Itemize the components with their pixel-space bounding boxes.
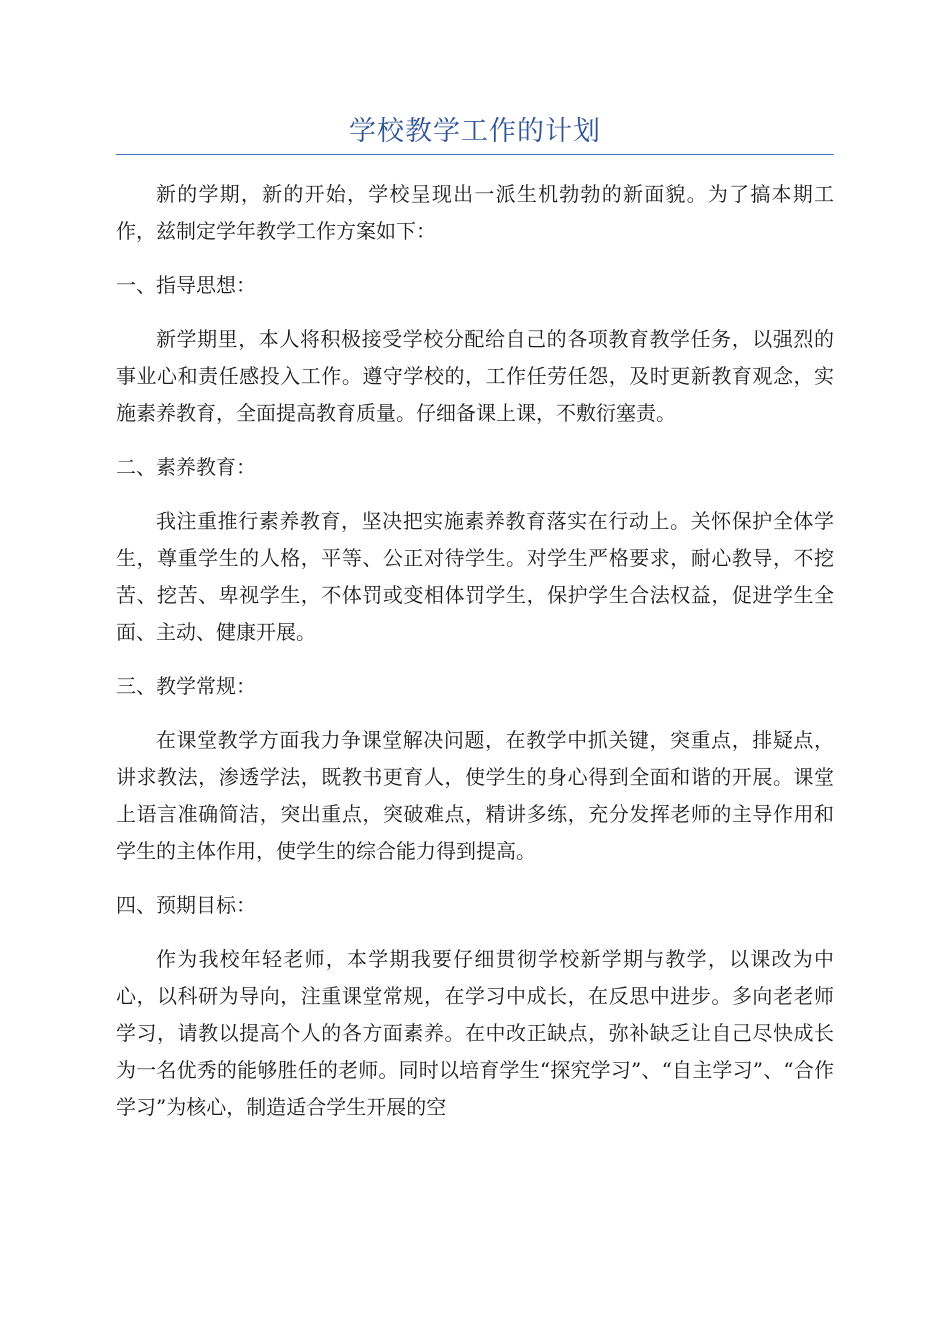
title-underline: [116, 154, 834, 155]
section-paragraph-3: 在课堂教学方面我力争课堂解决问题，在教学中抓关键，突重点，排疑点，讲求教法，渗透学法，既教书更育人，使学生的身心得到全面和谐的开展。课堂上语言准确简洁，突出重点，突破难点，精讲多练，充分发挥老师的主导作用和学生的主体作用，使学生的综合能力得到提高。: [116, 728, 834, 863]
section-paragraph-1: 新学期里，本人将积极接受学校分配给自己的各项教育教学任务，以强烈的事业心和责任感投入工作。遵守学校的，工作任劳任怨，及时更新教育观念，实施素养教育，全面提高教育质量。仔细备课上课，不敷衍塞责。: [116, 327, 834, 425]
section-heading-2: 二、素养教育：: [116, 455, 256, 479]
document-title: 学校教学工作的计划: [349, 116, 601, 147]
section-heading-3: 三、教学常规：: [116, 674, 256, 698]
section-heading-1: 一、指导思想：: [116, 273, 256, 297]
section-paragraph-4: 作为我校年轻老师，本学期我要仔细贯彻学校新学期与教学，以课改为中心，以科研为导向，注重课堂常规，在学习中成长，在反思中进步。多向老老师学习，请教以提高个人的各方面素养。在中改正缺点，弥补缺乏让自己尽快成长为一名优秀的能够胜任的老师。同时以培育学生“探究学习”、“自主学习”、“合作学习”为核心，制造适合学生开展的空: [116, 947, 834, 1119]
section-paragraph-2: 我注重推行素养教育，坚决把实施素养教育落实在行动上。关怀保护全体学生，尊重学生的人格，平等、公正对待学生。对学生严格要求，耐心教导，不挖苦、挖苦、卑视学生，不体罚或变相体罚学生，保护学生合法权益，促进学生全面、主动、健康开展。: [116, 509, 834, 644]
intro-paragraph: 新的学期，新的开始，学校呈现出一派生机勃勃的新面貌。为了搞本期工作，兹制定学年教学工作方案如下：: [116, 182, 834, 243]
section-heading-4: 四、预期目标：: [116, 893, 256, 917]
document-body: [116, 176, 834, 1143]
